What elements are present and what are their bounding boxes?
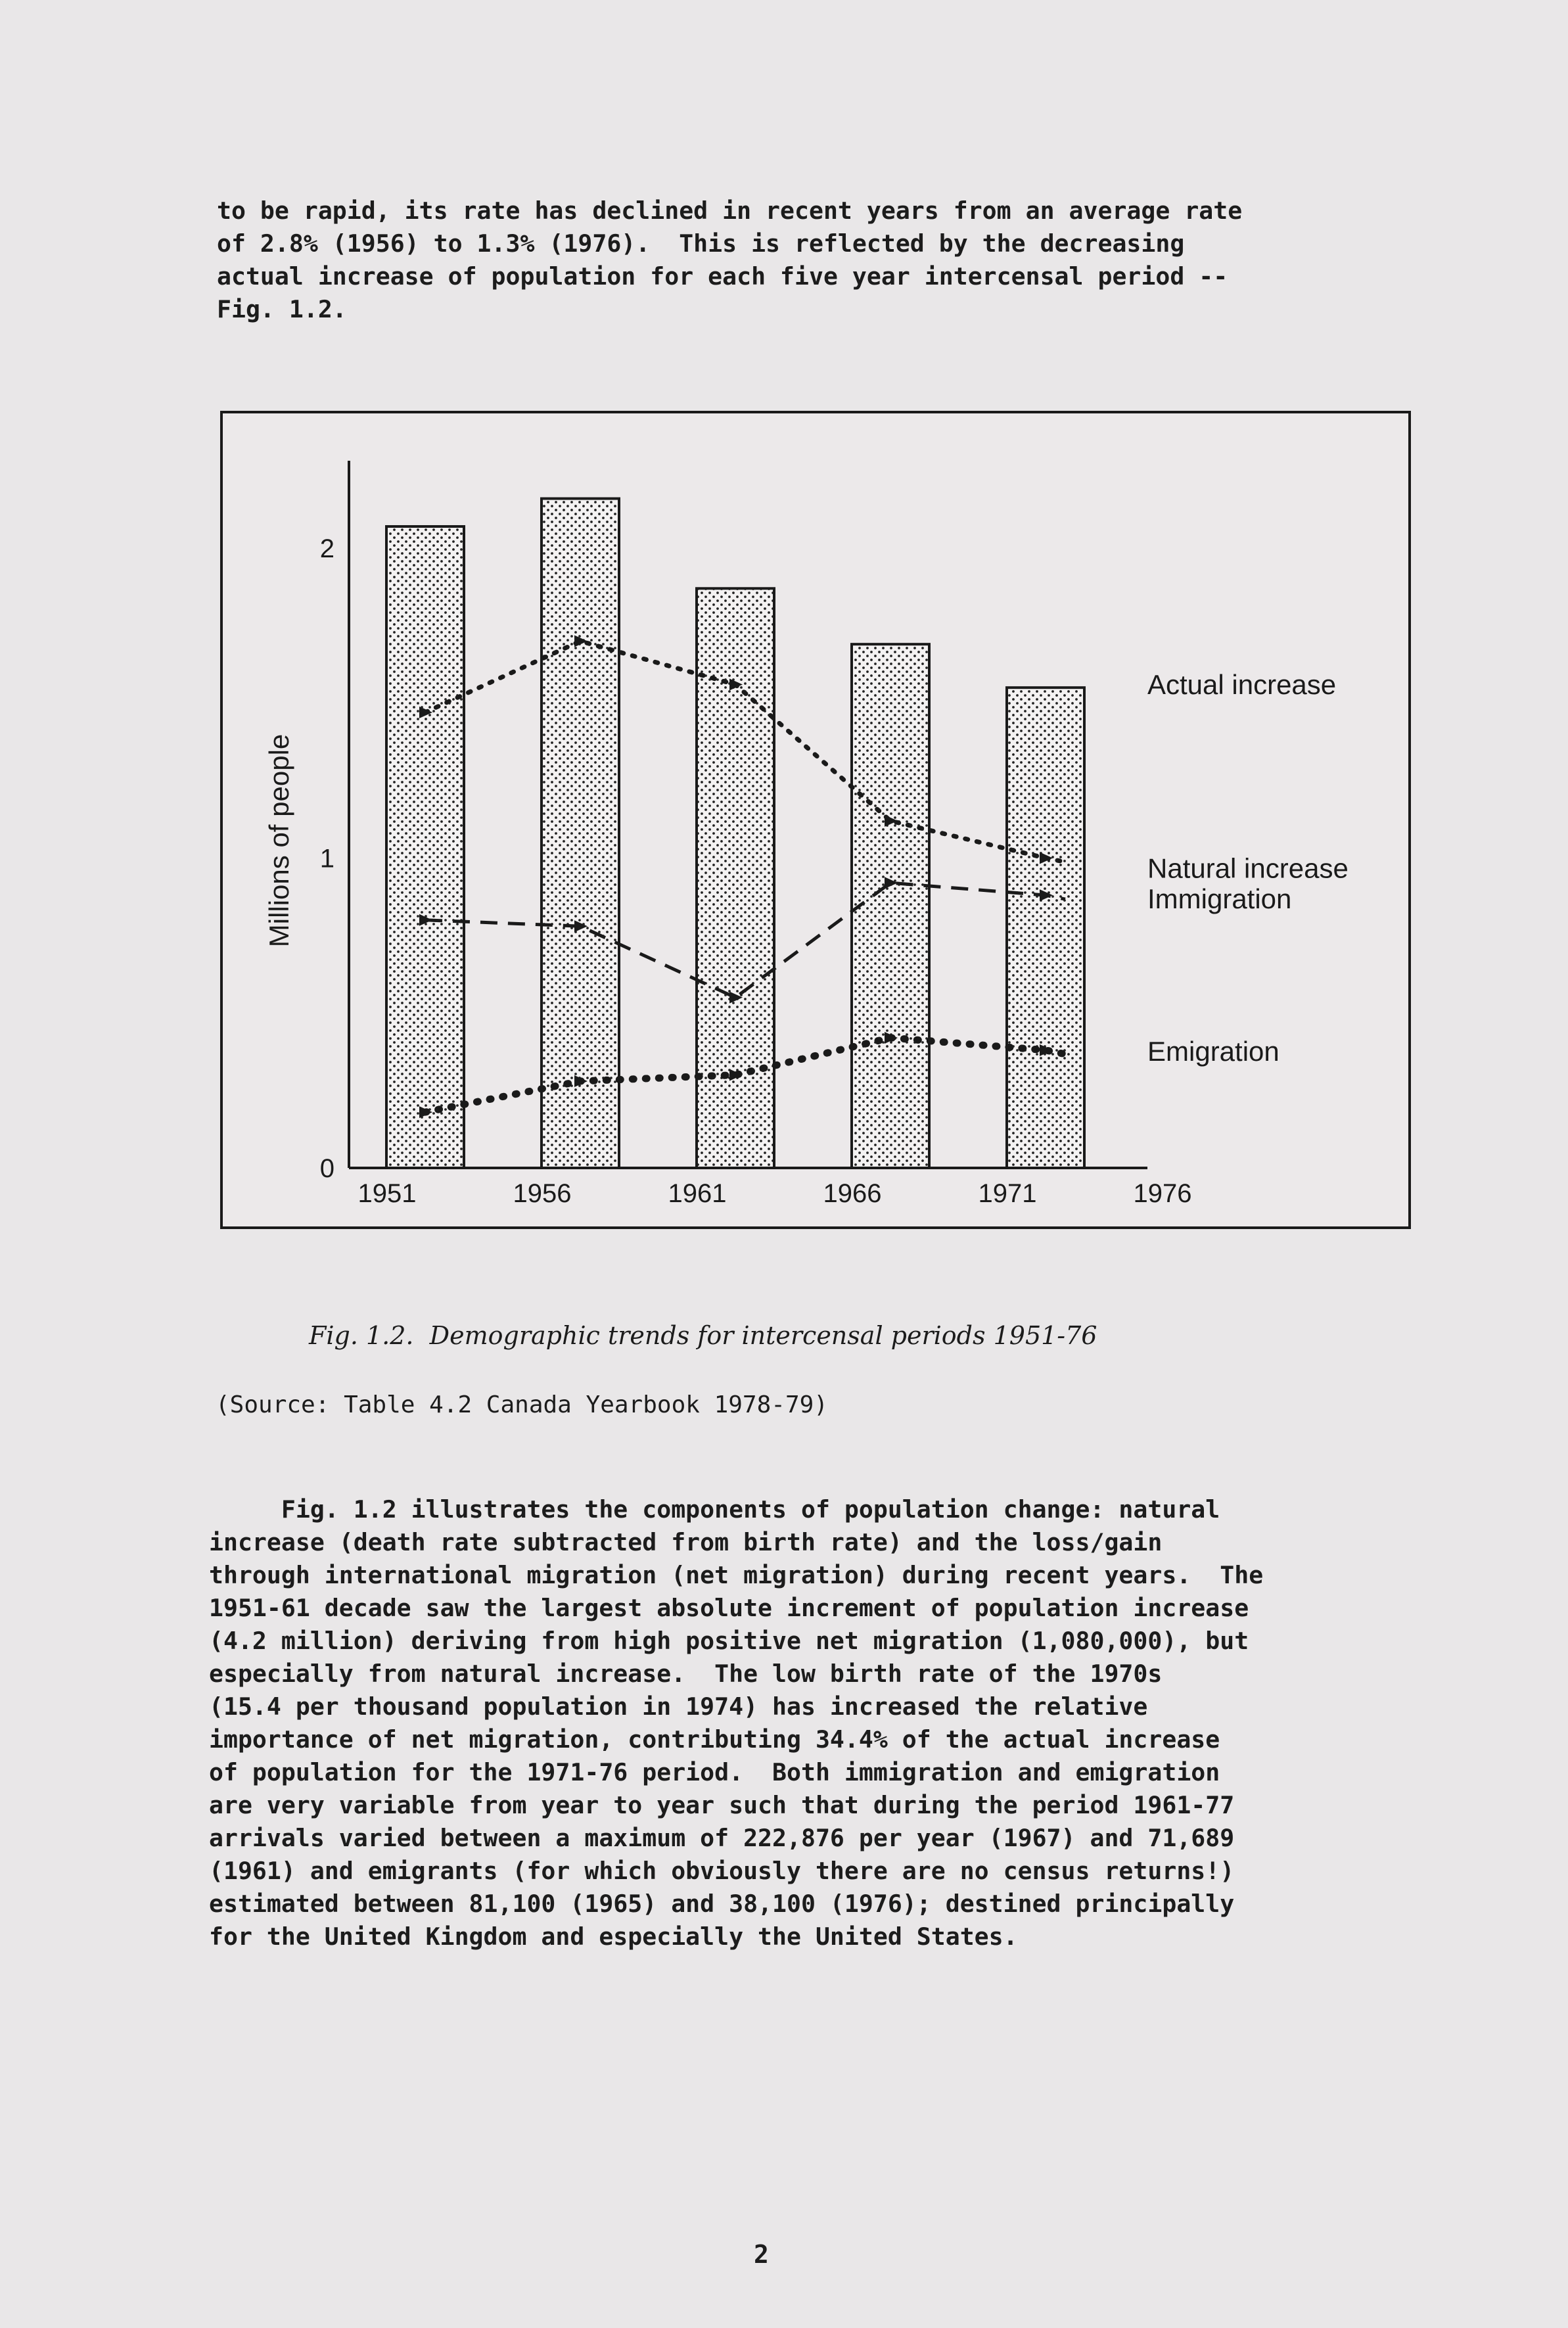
actual-increase-bar [852, 644, 929, 1168]
x-tick-label: 1971 [978, 1179, 1037, 1208]
y-axis-label: Millions of people [264, 733, 294, 948]
legend-label: Immigration [1147, 883, 1292, 915]
actual-increase-bar [697, 588, 774, 1168]
x-tick-label: 1961 [668, 1179, 727, 1208]
legend-label: Emigration [1147, 1035, 1280, 1067]
x-tick-label: 1976 [1133, 1179, 1192, 1208]
actual-increase-bar [386, 526, 464, 1168]
y-tick-label: 2 [319, 534, 334, 563]
actual-increase-bar [1007, 687, 1084, 1168]
chart-canvas [223, 413, 1408, 1226]
intro-paragraph: to be rapid, its rate has declined in recent years from an average rate of 2.8% (1956) to 1.3% (1976). This is reflected by the decreasing actual increase of population for each five year intercensal period -- Fig. 1.2. [217, 197, 1243, 323]
y-tick-label: 1 [319, 844, 334, 873]
page-number: 2 [754, 2240, 769, 2269]
legend-label: Natural increase [1147, 852, 1349, 884]
figure-source: (Source: Table 4.2 Canada Yearbook 1978-79) [216, 1391, 828, 1418]
y-tick-label: 0 [319, 1154, 334, 1183]
body-paragraph: Fig. 1.2 illustrates the components of population change: natural increase (death rate subtracted from birth rate) and the loss/gain through international migration (net migration) during recent years. The 1951-61 decade saw the largest absolute increment of population increase (4.2 million) deriving from high positive net migration (1,080,000), but especially from natural increase. The low birth rate of the 1970s (15.4 per thousand population in 1974) has increased the relative importance of net migration, contributing 34.4% of the actual increase of population for the 1971-76 period. Both immigration and emigration are very variable from year to year such that during the period 1961-77 arrivals varied between a maximum of 222,876 per year (1967) and 71,689 (1961) and emigrants (for which obviously there are no census returns!) estimated between 81,100 (1965) and 38,100 (1976); destined principally for the United Kingdom and especially the United States. [209, 1495, 1264, 1951]
x-tick-label: 1951 [357, 1179, 417, 1208]
figure-caption: Fig. 1.2. Demographic trends for intercensal periods 1951-76 [309, 1321, 1097, 1350]
legend-label: Actual increase [1147, 669, 1337, 701]
figure-1-2-chart [220, 411, 1411, 1229]
x-tick-label: 1966 [823, 1179, 882, 1208]
chart-bars [386, 499, 1084, 1168]
actual-increase-bar [542, 499, 619, 1168]
x-tick-label: 1956 [513, 1179, 572, 1208]
